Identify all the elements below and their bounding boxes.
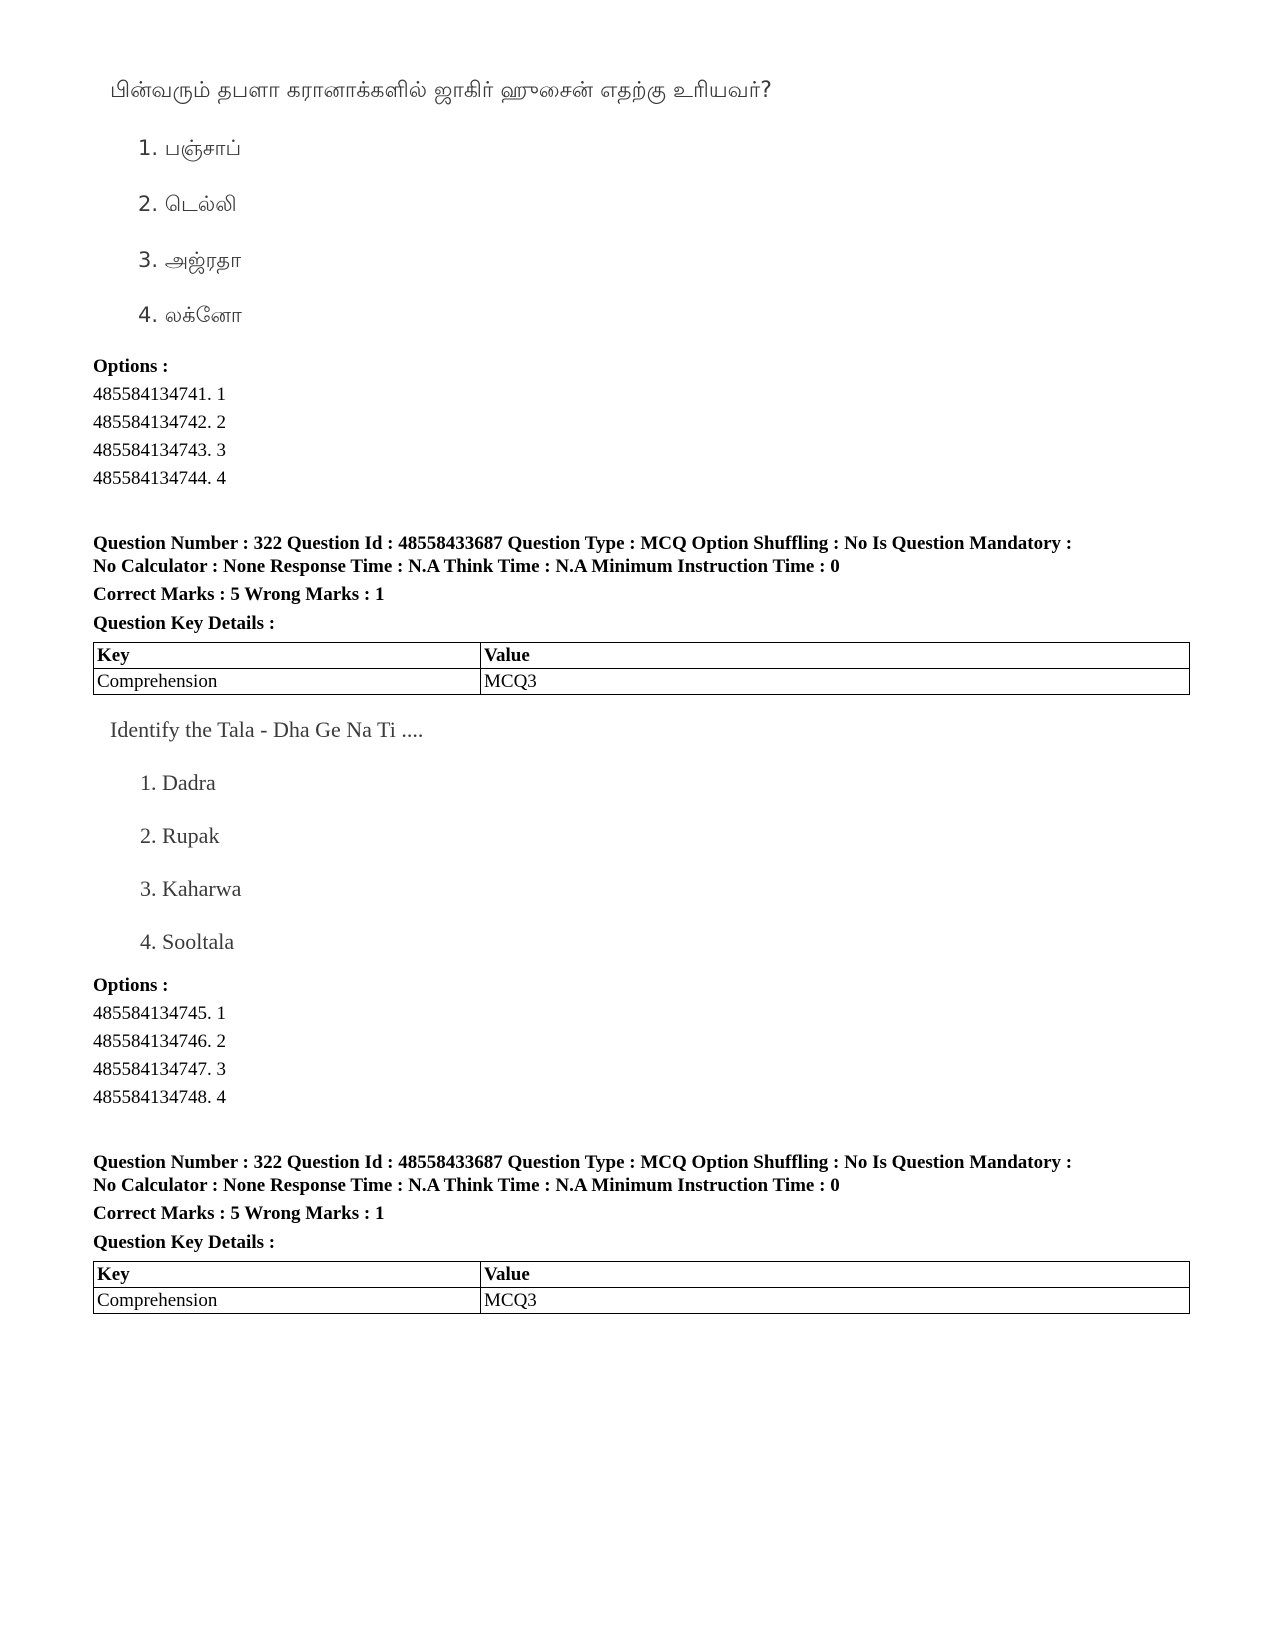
table-header-key: Key	[94, 1262, 481, 1288]
question-stem-tamil: பின்வரும் தபளா கரானாக்களில் ஜாகிர் ஹுசைன் எதற்கு உரியவர்?	[110, 78, 772, 103]
option-line: 485584134743. 3	[93, 440, 226, 461]
question-meta-line1: Question Number : 322 Question Id : 48558433687 Question Type : MCQ Option Shuffling : No Is Question Mandatory :	[93, 1152, 1073, 1173]
table-header-row	[94, 1262, 1190, 1288]
marks-line: Correct Marks : 5 Wrong Marks : 1	[93, 1203, 385, 1224]
table-row	[94, 669, 1190, 695]
key-details-table	[93, 1261, 1190, 1314]
table-header-value: Value	[481, 643, 1190, 669]
table-cell-key: Comprehension	[94, 1288, 481, 1314]
marks-line: Correct Marks : 5 Wrong Marks : 1	[93, 584, 385, 605]
option-line: 485584134747. 3	[93, 1059, 226, 1080]
option-line: 485584134742. 2	[93, 412, 226, 433]
table-header-value: Value	[481, 1262, 1190, 1288]
option-line: 485584134746. 2	[93, 1031, 226, 1052]
question-choice: 2. Rupak	[140, 823, 220, 848]
option-line: 485584134748. 4	[93, 1087, 226, 1108]
options-label: Options :	[93, 356, 169, 377]
table-row	[94, 1288, 1190, 1314]
question-stem-english: Identify the Tala - Dha Ge Na Ti ....	[110, 717, 424, 742]
question-choice: 2. டெல்லி	[138, 192, 237, 216]
question-choice: 1. Dadra	[140, 770, 216, 795]
question-choice: 3. Kaharwa	[140, 876, 242, 901]
option-line: 485584134745. 1	[93, 1003, 226, 1024]
table-cell-key: Comprehension	[94, 669, 481, 695]
table-header-row	[94, 643, 1190, 669]
question-meta-line2: No Calculator : None Response Time : N.A Think Time : N.A Minimum Instruction Time : 0	[93, 1175, 840, 1196]
table-header-key: Key	[94, 643, 481, 669]
options-label: Options :	[93, 975, 169, 996]
option-line: 485584134744. 4	[93, 468, 226, 489]
question-meta-line1: Question Number : 322 Question Id : 48558433687 Question Type : MCQ Option Shuffling : No Is Question Mandatory :	[93, 533, 1073, 554]
key-details-table	[93, 642, 1190, 695]
question-choice: 3. அஜ்ரதா	[138, 248, 242, 272]
option-line: 485584134741. 1	[93, 384, 226, 405]
table-cell-value: MCQ3	[481, 1288, 1190, 1314]
key-details-label: Question Key Details :	[93, 1232, 276, 1253]
key-details-label: Question Key Details :	[93, 613, 276, 634]
table-cell-value: MCQ3	[481, 669, 1190, 695]
question-choice: 4. லக்னோ	[138, 303, 242, 327]
question-choice: 4. Sooltala	[140, 929, 235, 954]
question-meta-line2: No Calculator : None Response Time : N.A Think Time : N.A Minimum Instruction Time : 0	[93, 556, 840, 577]
question-choice: 1. பஞ்சாப்	[138, 136, 242, 160]
